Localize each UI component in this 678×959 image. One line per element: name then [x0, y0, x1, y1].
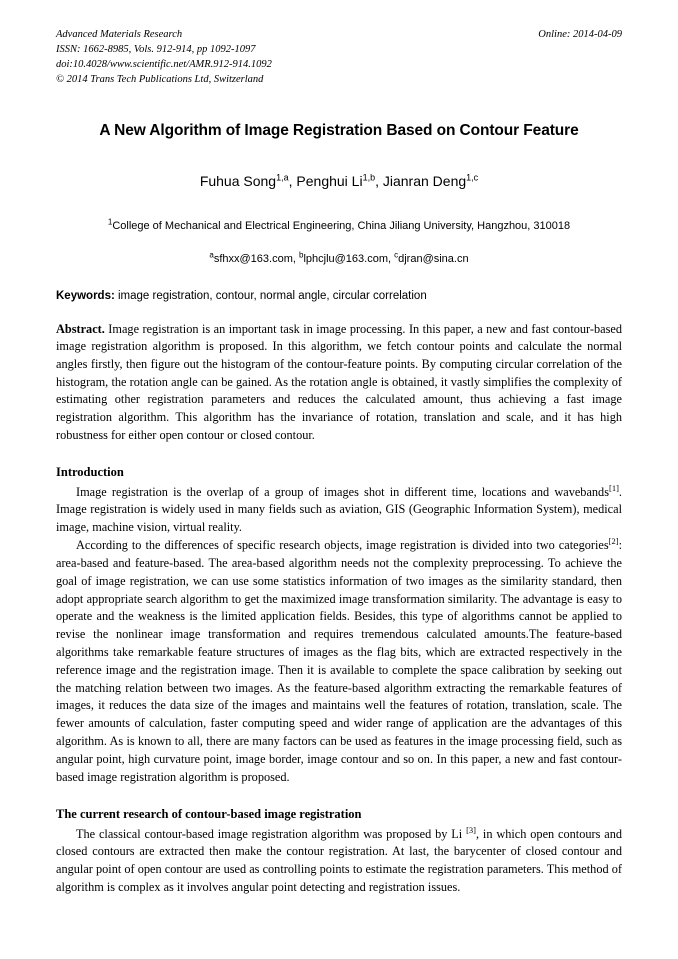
masthead-right	[538, 28, 622, 43]
issn-line: ISSN: 1662-8985, Vols. 912-914, pp 1092-1097	[56, 43, 256, 55]
author-3-name: Jianran Deng	[382, 172, 467, 189]
email-c: djran@sina.cn	[398, 252, 469, 265]
abstract-label: Abstract.	[56, 321, 105, 336]
author-sep-2: ,	[375, 172, 383, 189]
journal-name: Advanced Materials Research	[56, 29, 183, 40]
author-2-name: Penghui Li	[296, 172, 363, 189]
paragraph-current-1	[56, 826, 622, 897]
author-3-affil-marker: 1,c	[466, 171, 479, 182]
masthead	[56, 28, 622, 88]
paragraph-text: According to the differences of specific research objects, image registration is divided into two categories	[76, 538, 609, 553]
email-a: sfhxx@163.com,	[213, 252, 299, 265]
citation-ref: [1]	[609, 482, 619, 493]
masthead-left	[56, 28, 272, 88]
section-heading-introduction: Introduction	[56, 464, 124, 479]
keywords-line	[56, 290, 622, 302]
section-heading-current-research: The current research of contour-based image registration	[56, 806, 362, 821]
email-a-marker: a	[209, 249, 214, 259]
author-1-affil-marker: 1,a	[276, 171, 289, 182]
author-list	[56, 173, 622, 189]
email-b: lphcjlu@163.com,	[303, 252, 395, 265]
affiliation-text: College of Mechanical and Electrical Engineering, China Jiliang University, Hangzhou, 310018	[112, 219, 571, 232]
doi-line: doi:10.4028/www.scientific.net/AMR.912-914.1092	[56, 58, 272, 70]
paragraph-intro-2	[56, 537, 622, 787]
paragraph-text-cont: , in which open contours and closed contours are extracted then make the contour registration. At last, the barycenter of closed contour and angular point of open contour are used as controlling points to estimate the registration parameters. This method of algorithm is complex as it involves angular point detecting and registration issues.	[56, 826, 622, 895]
email-c-marker: c	[394, 249, 399, 259]
keywords-value: image registration, contour, normal angle, circular correlation	[114, 289, 427, 302]
affiliation-marker: 1	[107, 216, 113, 226]
affiliation	[56, 216, 622, 232]
author-2-affil-marker: 1,b	[362, 171, 376, 182]
paragraph-text-cont: : area-based and feature-based. The area-based algorithm needs not the complexity preprocessing. To achieve the goal of image registration, we can use some statistics information of two images as the similarity standard, then adopt appropriate search algorithm to get the maximized image transformation similarity. The advantage is easy to operate and the weakness is the limited application fields. Besides, this type of algorithms cannot be applied to revise the nonlinear image transformation and requires tremendous calculated amounts.The feature-based algorithms take remarkable feature structures of images as the flag bits, which are extracted respectively in the reference image and the registration image. Then it is available to complete the space calibration by seeking out the matching relation between two images. As the feature-based algorithm extracting the remarkable features of images, it reduces the data size of the images and maintains well the features of rotation, translation, scale. The fewer amounts of calculation, faster computing speed and wider range of application are the advantages of this algorithm. As is known to all, there are many factors can be used as features in the image processing field, such as angular point, high curvature point, image border, image contour and so on. In this paper, a new and fast contour-based image registration algorithm is proposed.	[56, 538, 622, 784]
citation-ref: [3]	[466, 824, 476, 835]
paragraph-text: Image registration is the overlap of a group of images shot in different time, locations and wavebands	[76, 484, 609, 499]
abstract-text: Image registration is an important task in image processing. In this paper, a new and fast contour-based image registration algorithm is proposed. In this algorithm, we fetch contour points and calculate the normal angles firstly, then figure out the histogram of the contour-feature points. By computing circular correlation of the histogram, the rotation angle can be gained. As the rotation angle is obtained, it vastly simplifies the complexity of estimating other registration parameters and reduces the calculated amount, thus achieving a fast image registration algorithm. This algorithm has the invariance of rotation, translation and scale, and it has high robustness for either open contour or closed contour.	[56, 321, 622, 442]
paragraph-text: The classical contour-based image registration algorithm was proposed by Li	[76, 826, 467, 841]
keywords-label: Keywords:	[56, 289, 115, 302]
page-title: A New Algorithm of Image Registration Based on Contour Feature	[99, 121, 579, 139]
online-date: Online: 2014-04-09	[538, 29, 622, 40]
copyright-line: © 2014 Trans Tech Publications Ltd, Switzerland	[56, 73, 264, 85]
abstract	[56, 321, 622, 445]
email-b-marker: b	[299, 249, 304, 259]
email-list	[56, 249, 622, 265]
citation-ref: [2]	[608, 535, 619, 546]
paragraph-text-cont: . Image registration is widely used in many fields such as aviation, GIS (Geographic Information System), medical image, machine vision, virtual reality.	[56, 484, 622, 535]
paragraph-intro-1	[56, 484, 622, 537]
author-sep-1: ,	[288, 172, 297, 189]
author-1-name: Fuhua Song	[199, 172, 277, 189]
